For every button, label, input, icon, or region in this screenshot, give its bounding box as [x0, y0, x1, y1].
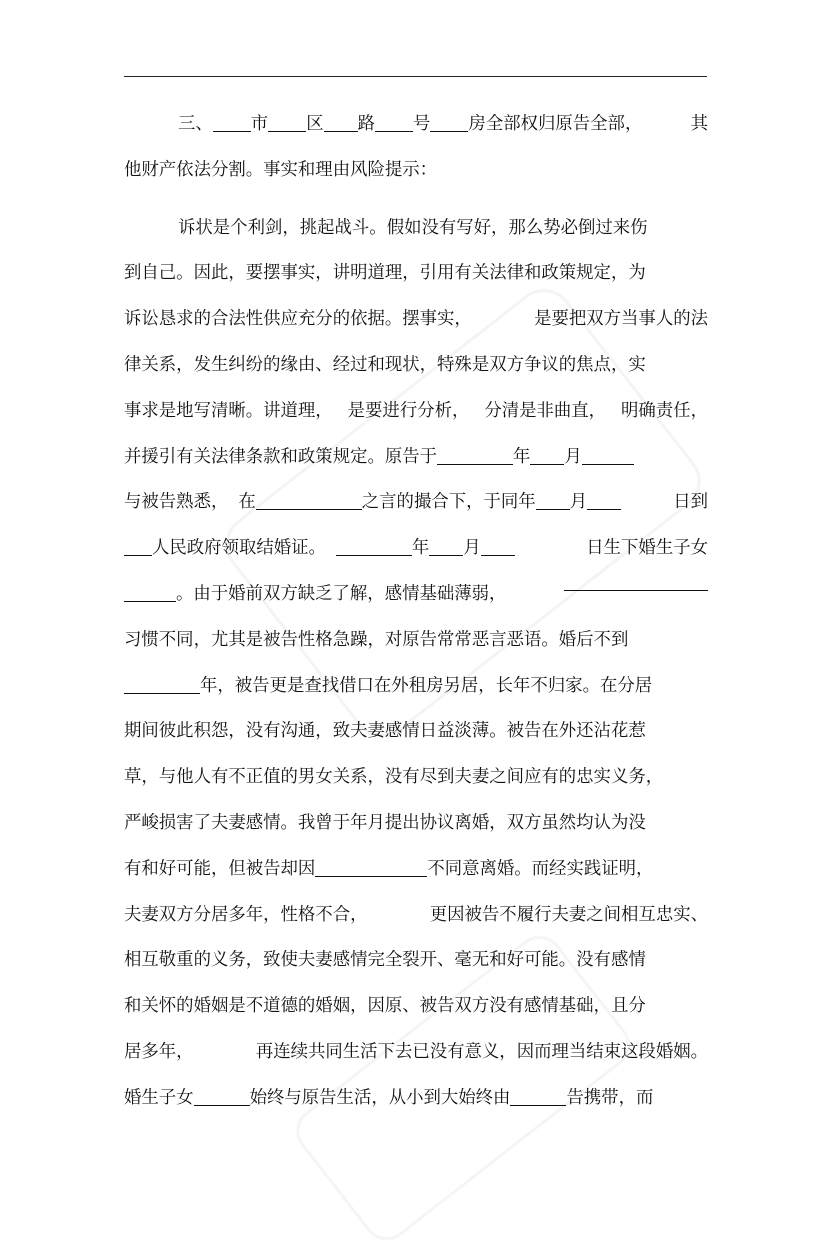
- text-line: 夫妻双方分居多年，性格不合， 更因被告不履行夫妻之间相互忠实、: [124, 904, 708, 925]
- text-line: 三、 市 区 路 号 房全部权归原告全部， 其: [178, 114, 708, 134]
- text-line: 严峻损害了夫妻感情。我曾于年月提出协议离婚，双方虽然均认为没: [124, 812, 646, 833]
- fill-blank[interactable]: [530, 446, 564, 465]
- text-line: 人民政府领取结婚证。 年 月 日生下婚生子女: [124, 526, 708, 572]
- fill-blank[interactable]: [336, 537, 412, 556]
- fill-blank[interactable]: [315, 858, 427, 877]
- text-line: 律关系，发生纠纷的缘由、经过和现状，特殊是双方争议的焦点，实: [124, 354, 646, 375]
- text-line: 有和好可能，但被告却因 不同意离婚。而经实践证明，: [124, 858, 654, 879]
- text-line: 居多年， 再连续共同生活下去已没有意义，因而理当结束这段婚姻。: [124, 1041, 708, 1062]
- text-line: 并援引有关法律条款和政策规定。原告于 年 月: [124, 435, 708, 481]
- fill-blank[interactable]: [375, 113, 413, 132]
- fill-blank[interactable]: [256, 491, 362, 510]
- fill-blank[interactable]: [582, 446, 634, 465]
- text-line: 婚生子女 始终与原告生活，从小到大始终由 告携带，而: [124, 1087, 654, 1108]
- text-line: 与被告熟悉， 在 之言的撮合下，于同年 月 日到: [124, 492, 708, 513]
- text-line: 诉讼恳求的合法性供应充分的依据。摆事实， 是要把双方当事人的法: [124, 309, 708, 330]
- fill-blank[interactable]: [481, 537, 515, 556]
- text-line: 和关怀的婚姻是不道德的婚姻，因原、被告双方没有感情基础，且分: [124, 996, 646, 1017]
- document-body: [124, 102, 708, 1122]
- fill-blank[interactable]: [124, 537, 152, 556]
- text-line: 诉状是个利剑，挑起战斗。假如没有写好，那么势必倒过来伤: [178, 217, 648, 238]
- fill-blank[interactable]: [213, 113, 251, 132]
- text-line: 。由于婚前双方缺乏了解，感情基础薄弱，: [124, 572, 708, 618]
- fill-blank[interactable]: [587, 491, 621, 510]
- text-line: 相互敬重的义务，致使夫妻感情完全裂开、毫无和好可能。没有感情: [124, 950, 646, 971]
- text-line: 草，与他人有不正值的男女关系，没有尽到夫妻之间应有的忠实义务，: [124, 767, 664, 788]
- fill-blank[interactable]: [268, 113, 306, 132]
- fill-blank[interactable]: [430, 113, 468, 132]
- header-rule: [124, 76, 707, 77]
- fill-blank[interactable]: [324, 113, 358, 132]
- fill-blank[interactable]: [564, 572, 708, 591]
- text-line: 事求是地写清晰。讲道理， 是要进行分析， 分清是非曲直， 明确责任，: [124, 400, 708, 421]
- text-line: 到自己。因此，要摆事实，讲明道理，引用有关法律和政策规定，为: [124, 263, 646, 284]
- text-line: 年，被告更是查找借口在外租房另居，长年不归家。在分居: [124, 664, 708, 710]
- text-line: 习惯不同，尤其是被告性格急躁，对原告常常恶言恶语。婚后不到: [124, 629, 629, 650]
- text-line: 他财产依法分割。事实和理由风险提示：: [124, 159, 438, 180]
- fill-blank[interactable]: [124, 675, 200, 694]
- fill-blank[interactable]: [194, 1087, 250, 1106]
- fill-blank[interactable]: [536, 491, 570, 510]
- fill-blank[interactable]: [437, 446, 513, 465]
- text-line: 期间彼此积怨，没有沟通，致夫妻感情日益淡薄。被告在外还沾花惹: [124, 721, 646, 742]
- fill-blank[interactable]: [510, 1087, 566, 1106]
- fill-blank[interactable]: [429, 537, 463, 556]
- fill-blank[interactable]: [124, 583, 176, 602]
